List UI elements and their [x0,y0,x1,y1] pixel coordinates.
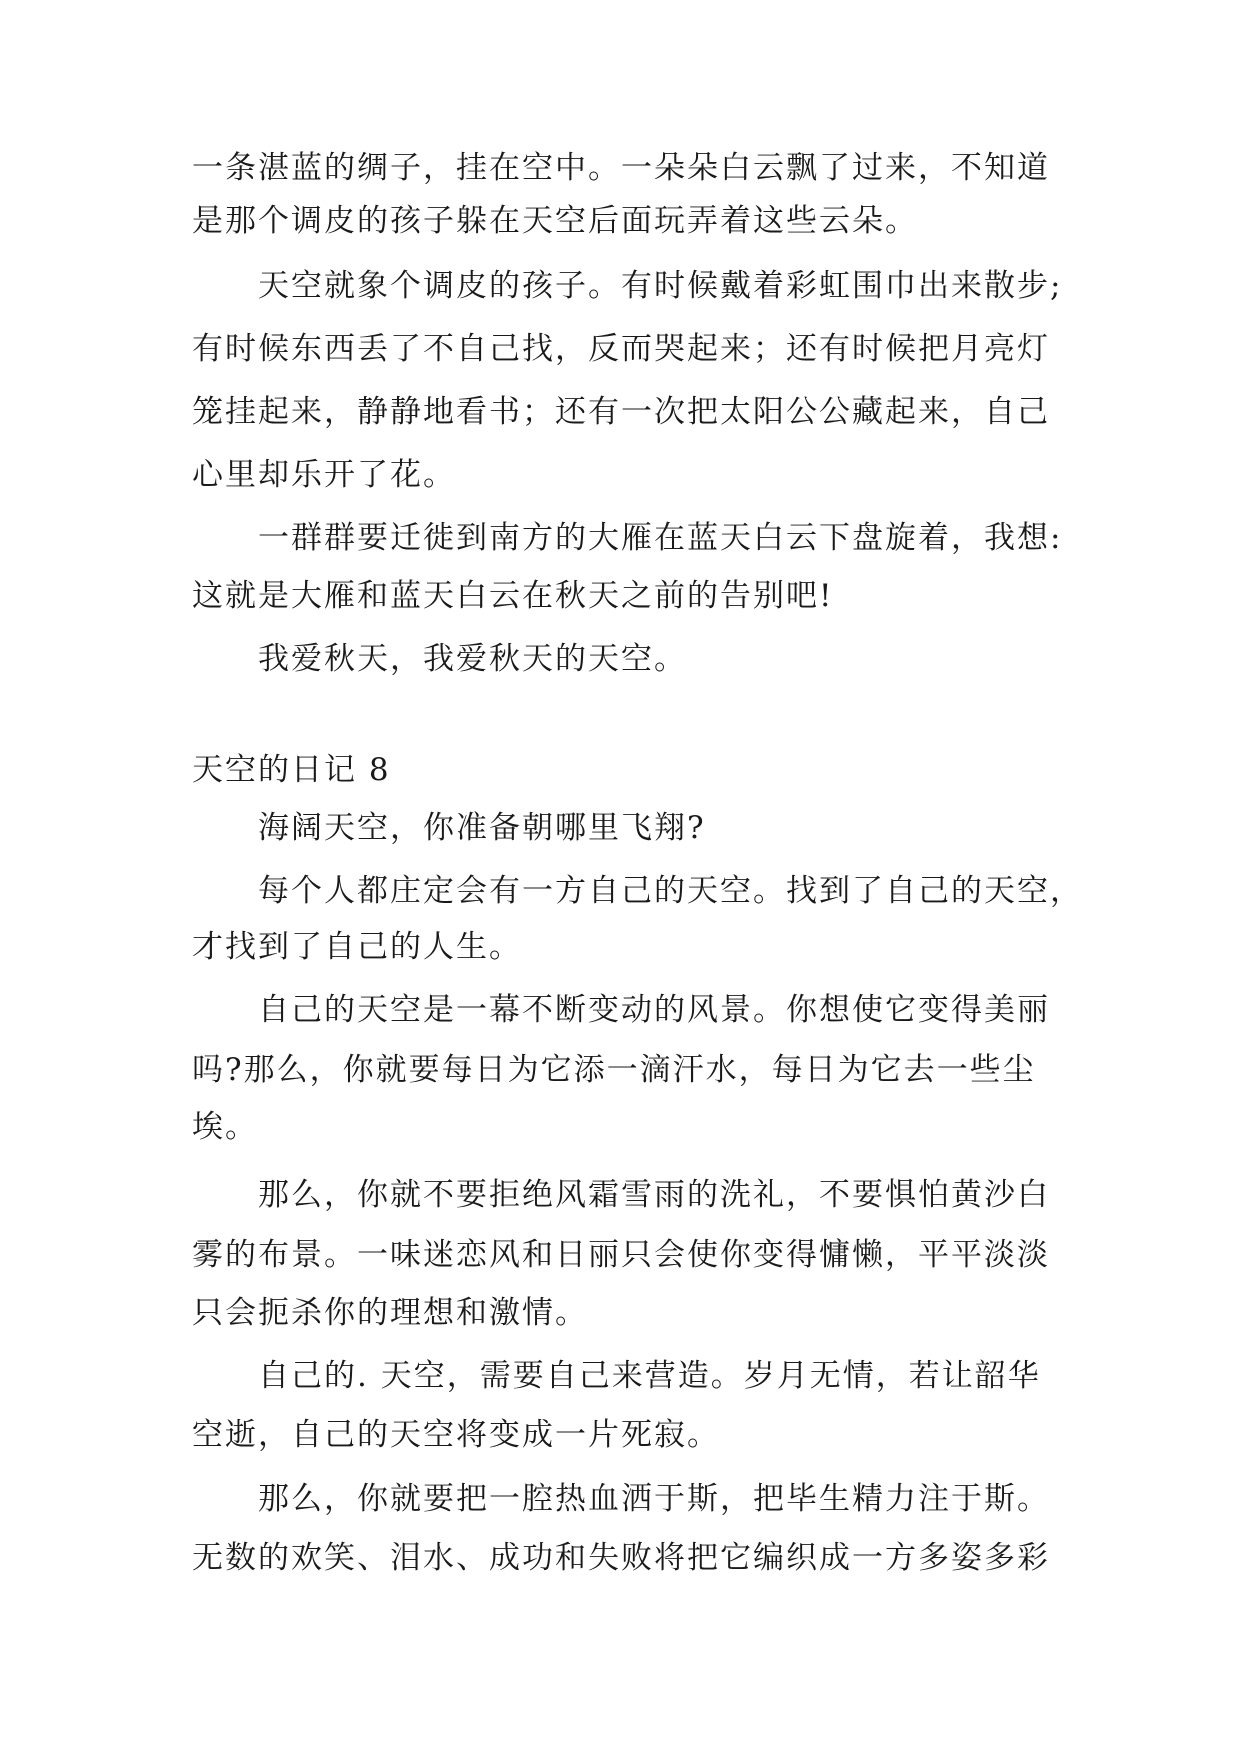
text-line: 一群群要迁徙到南方的大雁在蓝天白云下盘旋着，我想: [258,520,1063,556]
text-line: 自己的. 天空，需要自己来营造。岁月无情，若让韶华 [258,1358,1041,1394]
section-heading: 天空的日记 8 [192,752,391,788]
text-line: 自己的天空是一幕不断变动的风景。你想使它变得美丽 [258,992,1050,1028]
text-line: 吗?那么，你就要每日为它添一滴汗水，每日为它去一些尘 [192,1052,1036,1088]
text-line: 心里却乐开了花。 [192,457,456,493]
text-line: 天空就象个调皮的孩子。有时候戴着彩虹围巾出来散步; [258,268,1063,304]
text-line: 埃。 [192,1109,258,1145]
text-line: 那么，你就不要拒绝风霜雪雨的洗礼，不要惧怕黄沙白 [258,1177,1050,1213]
text-line: 海阔天空，你准备朝哪里飞翔? [258,810,706,846]
text-line: 是那个调皮的孩子躲在天空后面玩弄着这些云朵。 [192,203,918,239]
text-line: 只会扼杀你的理想和激情。 [192,1295,588,1331]
text-line: 每个人都庄定会有一方自己的天空。找到了自己的天空， [258,873,1083,909]
text-line: 空逝，自己的天空将变成一片死寂。 [192,1417,720,1453]
text-line: 这就是大雁和蓝天白云在秋天之前的告别吧! [192,578,834,614]
text-line: 我爱秋天，我爱秋天的天空。 [258,641,687,677]
text-line: 才找到了自己的人生。 [192,929,522,965]
text-line: 那么，你就要把一腔热血洒于斯，把毕生精力注于斯。 [258,1481,1050,1517]
text-line: 有时候东西丢了不自己找，反而哭起来；还有时候把月亮灯 [192,331,1050,367]
text-line: 一条湛蓝的绸子，挂在空中。一朵朵白云飘了过来，不知道 [192,150,1050,186]
text-line: 笼挂起来，静静地看书；还有一次把太阳公公藏起来，自己 [192,394,1050,430]
text-line: 雾的布景。一味迷恋风和日丽只会使你变得慵懒，平平淡淡 [192,1237,1050,1273]
text-line: 无数的欢笑、泪水、成功和失败将把它编织成一方多姿多彩 [192,1540,1050,1576]
